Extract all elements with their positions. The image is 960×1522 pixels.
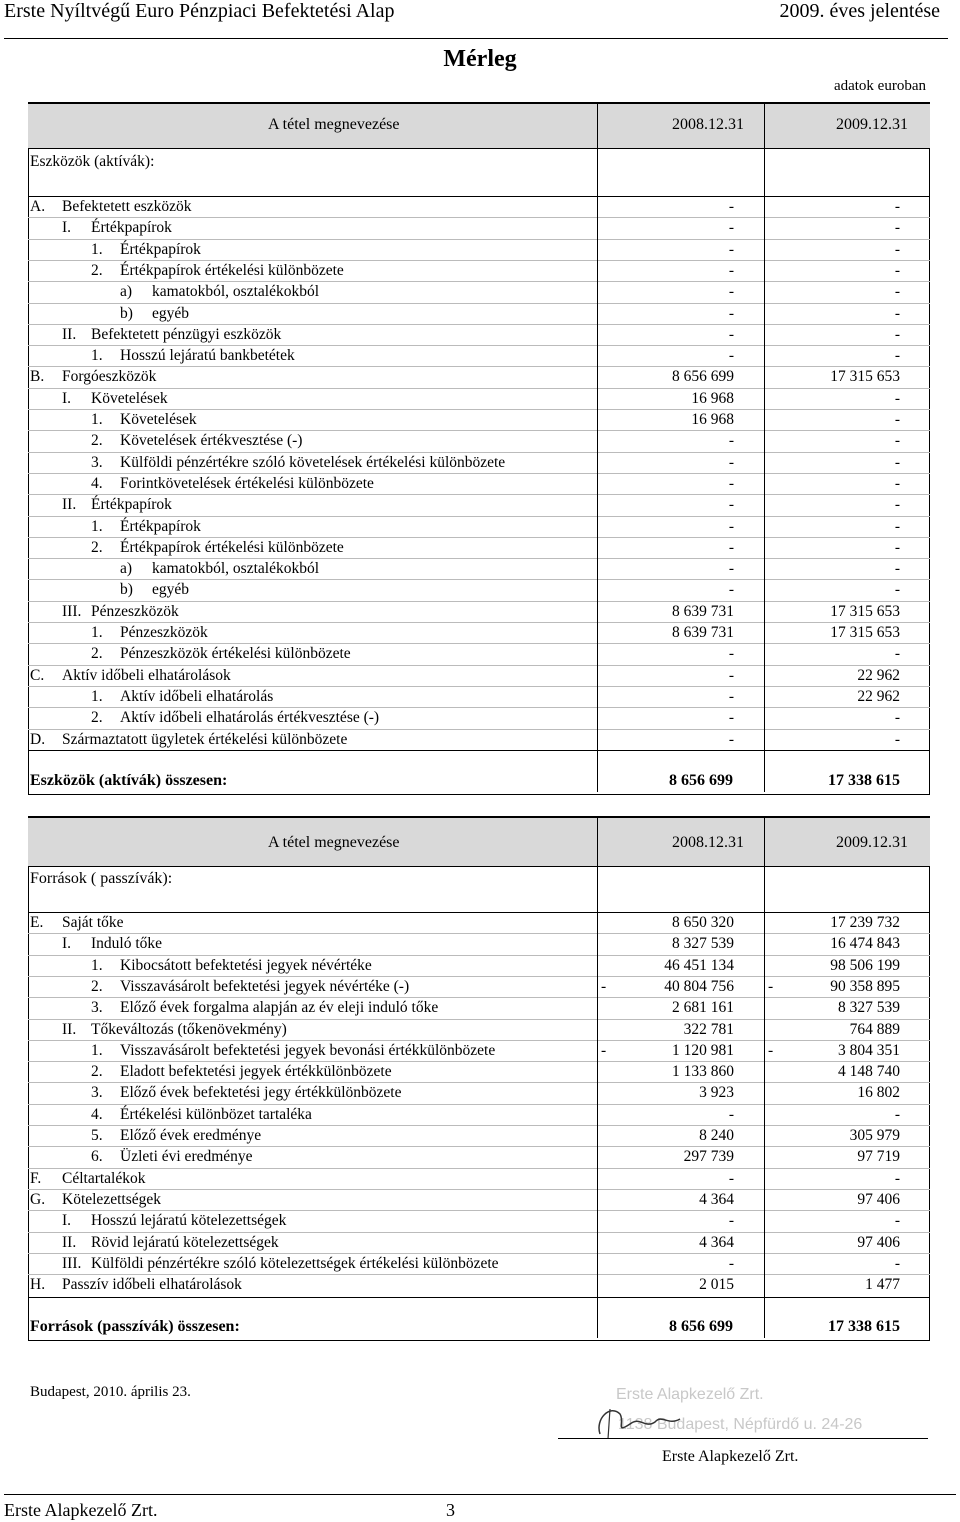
table-row — [28, 579, 930, 601]
row-label: Céltartalékok — [62, 1169, 146, 1187]
row-value-2008: 2 015 — [699, 1276, 734, 1294]
signature-line — [558, 1438, 928, 1439]
row-label: egyéb — [152, 581, 190, 599]
row-value-2008: 1 133 860 — [672, 1063, 734, 1081]
row-value-2009: 17 315 653 — [830, 368, 900, 386]
row-value-2009: - — [894, 347, 900, 365]
row-value-2009: 16 474 843 — [830, 935, 900, 953]
row-value-2009: 3 804 351 — [838, 1041, 900, 1059]
liabilities-total-2008: 8 656 699 — [669, 1318, 733, 1335]
row-value-2008: 16 968 — [691, 389, 734, 407]
row-level-3-marker: 5. — [91, 1127, 103, 1144]
table-row — [28, 976, 930, 998]
row-level-1-marker: E. — [30, 914, 44, 931]
table-row — [28, 430, 930, 452]
row-value-2008: - — [728, 581, 734, 599]
table-row — [28, 955, 930, 977]
report-year-label: 2009. éves jelentése — [779, 0, 940, 22]
row-value-2008: 8 240 — [699, 1127, 734, 1144]
table-row — [28, 409, 930, 431]
row-value-2008: - — [728, 1212, 734, 1230]
row-value-2009: 8 327 539 — [838, 999, 900, 1017]
row-level-3-marker: 1. — [91, 517, 103, 535]
row-value-2008: - — [728, 517, 734, 535]
table-row — [28, 1232, 930, 1254]
row-label: Külföldi pénzértékre szóló kötelezettségek értékelési különbözete — [91, 1254, 499, 1272]
row-value-2008: - — [728, 538, 734, 556]
row-label: Tőkeváltozás (tőkenövekmény) — [91, 1020, 287, 1038]
table-row — [28, 933, 930, 955]
row-value-2008: 46 451 134 — [664, 956, 734, 974]
table-row — [28, 665, 930, 687]
row-value-2008: 4 364 — [699, 1233, 734, 1251]
row-value-2009: - — [894, 1212, 900, 1230]
row-value-2009: - — [894, 1169, 900, 1187]
row-value-2008: 8 639 731 — [672, 624, 734, 641]
row-level-2-marker: II. — [62, 325, 77, 343]
column-header-2009: 2009.12.31 — [836, 116, 908, 133]
footer-divider — [4, 1494, 956, 1495]
table-row — [28, 1061, 930, 1083]
report-fund-name: Erste Nyíltvégű Euro Pénzpiaci Befektetési Alap — [4, 0, 395, 22]
assets-total-label: Eszközök (aktívák) összesen: — [30, 772, 228, 789]
table-row — [28, 452, 930, 474]
row-level-3-marker: b) — [120, 581, 133, 599]
row-level-3-marker: 4. — [91, 474, 103, 492]
row-value-2009: - — [894, 1105, 900, 1123]
table-row — [28, 1274, 930, 1296]
row-value-2009: - — [894, 1254, 900, 1272]
signatory-company: Erste Alapkezelő Zrt. — [662, 1448, 799, 1465]
row-value-2008: 8 650 320 — [672, 914, 734, 931]
row-value-2009: 1 477 — [865, 1276, 900, 1294]
row-value-2009: 97 719 — [857, 1148, 900, 1166]
table-row — [28, 686, 930, 708]
row-label: Kibocsátott befektetési jegyek névértéke — [120, 956, 372, 974]
row-level-1-marker: A. — [30, 198, 46, 215]
row-level-3-marker: 2. — [91, 709, 103, 727]
table-row — [28, 281, 930, 303]
row-level-2-marker: I. — [62, 389, 72, 407]
row-sign-2009: - — [768, 977, 774, 995]
row-value-2008: - — [728, 432, 734, 450]
row-label: Aktív időbeli elhatárolás értékvesztése (-) — [120, 709, 380, 727]
row-value-2008: - — [728, 687, 734, 705]
row-label: Saját tőke — [62, 914, 124, 931]
table-row — [28, 1253, 930, 1275]
row-value-2008: - — [728, 304, 734, 322]
row-level-3-marker: 3. — [91, 453, 103, 471]
row-value-2008: - — [728, 730, 734, 748]
row-level-1-marker: D. — [30, 730, 46, 748]
row-value-2008: 322 781 — [683, 1020, 734, 1038]
row-sign-2009: - — [768, 1041, 774, 1059]
row-level-3-marker: 6. — [91, 1148, 103, 1166]
row-value-2008: 3 923 — [699, 1084, 734, 1102]
column-header-name: A tétel megnevezése — [268, 116, 400, 133]
row-label: Befektetett eszközök — [62, 198, 192, 215]
row-label: Kötelezettségek — [62, 1190, 161, 1208]
row-label: Értékpapírok — [120, 240, 201, 258]
row-level-3-marker: 1. — [91, 240, 103, 258]
row-level-1-marker: G. — [30, 1190, 46, 1208]
column-header-2008: 2008.12.31 — [672, 834, 744, 851]
row-level-3-marker: 1. — [91, 687, 103, 705]
row-value-2009: - — [894, 496, 900, 514]
row-value-2008: - — [728, 283, 734, 301]
assets-total-2008: 8 656 699 — [669, 772, 733, 789]
row-value-2009: - — [894, 389, 900, 407]
row-value-2008: - — [728, 347, 734, 365]
table-row — [28, 1210, 930, 1232]
row-level-2-marker: II. — [62, 1233, 77, 1251]
row-value-2008: 16 968 — [691, 411, 734, 428]
row-level-1-marker: F. — [30, 1169, 42, 1187]
row-value-2008: - — [728, 1254, 734, 1272]
row-value-2008: - — [728, 645, 734, 663]
row-value-2009: - — [894, 283, 900, 301]
row-value-2008: - — [728, 474, 734, 492]
table-row — [28, 1082, 930, 1104]
row-value-2008: - — [728, 261, 734, 279]
row-value-2009: - — [894, 517, 900, 535]
row-label: Követelések — [120, 411, 197, 428]
row-value-2009: 97 406 — [857, 1190, 900, 1208]
row-level-3-marker: 1. — [91, 956, 103, 974]
row-label: Értékpapírok értékelési különbözete — [120, 261, 344, 279]
row-value-2009: 17 239 732 — [830, 914, 900, 931]
row-level-1-marker: B. — [30, 368, 45, 386]
row-value-2008: - — [728, 1105, 734, 1123]
row-level-3-marker: b) — [120, 304, 133, 322]
row-label: Induló tőke — [91, 935, 163, 953]
table-row — [28, 1104, 930, 1126]
table-row — [28, 558, 930, 580]
row-value-2009: - — [894, 730, 900, 748]
row-value-2009: - — [894, 538, 900, 556]
row-value-2009: - — [894, 304, 900, 322]
row-value-2008: 8 656 699 — [672, 368, 734, 386]
table-row — [28, 345, 930, 367]
row-value-2008: 8 639 731 — [672, 602, 734, 620]
row-label: Pénzeszközök — [120, 624, 208, 641]
row-level-2-marker: I. — [62, 935, 72, 953]
table-row — [28, 388, 930, 410]
row-label: Visszavásárolt befektetési jegyek névértéke (-) — [120, 977, 410, 995]
row-value-2009: 17 315 653 — [830, 602, 900, 620]
row-level-3-marker: 4. — [91, 1105, 103, 1123]
row-label: Értékelési különbözet tartaléka — [120, 1105, 312, 1123]
table-row — [28, 537, 930, 559]
table-row — [28, 1146, 930, 1168]
row-value-2009: - — [894, 411, 900, 428]
row-label: Előző évek eredménye — [120, 1127, 262, 1144]
row-level-3-marker: 2. — [91, 977, 103, 995]
row-label: kamatokból, osztalékokból — [152, 560, 320, 578]
table-row — [28, 1168, 930, 1190]
row-value-2009: - — [894, 560, 900, 578]
table-row — [28, 239, 930, 261]
row-level-1-marker: C. — [30, 666, 45, 684]
row-value-2009: 305 979 — [849, 1127, 900, 1144]
row-level-2-marker: I. — [62, 219, 72, 237]
row-label: Forgóeszközök — [62, 368, 157, 386]
row-level-3-marker: 2. — [91, 1063, 103, 1081]
table-row — [28, 366, 930, 388]
row-value-2009: 764 889 — [849, 1020, 900, 1038]
row-value-2009: 90 358 895 — [830, 977, 900, 995]
table-row — [28, 997, 930, 1019]
assets-heading: Eszközök (aktívák): — [30, 153, 155, 170]
row-level-3-marker: 3. — [91, 1084, 103, 1102]
row-value-2008: - — [728, 1169, 734, 1187]
stamp-line-company: Erste Alapkezelő Zrt. — [616, 1386, 764, 1403]
table-row — [28, 516, 930, 538]
row-value-2009: - — [894, 325, 900, 343]
row-value-2008: 40 804 756 — [664, 977, 734, 995]
row-value-2008: - — [728, 240, 734, 258]
row-label: Pénzeszközök — [91, 602, 179, 620]
row-value-2008: - — [728, 709, 734, 727]
row-value-2008: 297 739 — [683, 1148, 734, 1166]
row-level-3-marker: 2. — [91, 432, 103, 450]
row-label: Passzív időbeli elhatárolások — [62, 1276, 242, 1294]
row-label: Eladott befektetési jegyek értékkülönbözete — [120, 1063, 392, 1081]
stamp-line-address: 1138 Budapest, Népfürdő u. 24-26 — [618, 1416, 863, 1433]
column-divider — [764, 102, 765, 792]
assets-total-2009: 17 338 615 — [828, 772, 900, 789]
table-row — [28, 622, 930, 644]
table-row — [28, 324, 930, 346]
row-value-2008: - — [728, 496, 734, 514]
row-value-2009: - — [894, 474, 900, 492]
row-label: Előző évek forgalma alapján az év eleji induló tőke — [120, 999, 439, 1017]
table-row — [28, 707, 930, 729]
row-level-3-marker: a) — [120, 283, 133, 301]
row-level-2-marker: II. — [62, 496, 77, 514]
row-value-2009: - — [894, 709, 900, 727]
table-row — [28, 494, 930, 516]
row-value-2008: - — [728, 198, 734, 215]
row-value-2009: - — [894, 453, 900, 471]
column-divider — [764, 816, 765, 1338]
row-label: Értékpapírok — [91, 219, 172, 237]
row-value-2009: 98 506 199 — [830, 956, 900, 974]
row-label: Előző évek befektetési jegy értékkülönbözete — [120, 1084, 402, 1102]
row-label: egyéb — [152, 304, 190, 322]
unit-note: adatok euroban — [833, 78, 926, 94]
liabilities-total-divider — [28, 1297, 930, 1298]
place-and-date: Budapest, 2010. április 23. — [30, 1384, 191, 1400]
row-value-2009: - — [894, 240, 900, 258]
row-sign-2008: - — [601, 977, 607, 995]
row-level-3-marker: 1. — [91, 1041, 103, 1059]
liabilities-total-label: Források (passzívák) összesen: — [30, 1318, 240, 1335]
header-divider — [4, 38, 948, 39]
row-level-3-marker: 3. — [91, 999, 103, 1017]
row-label: Pénzeszközök értékelési különbözete — [120, 645, 351, 663]
row-label: Aktív időbeli elhatárolások — [62, 666, 231, 684]
row-value-2008: - — [728, 666, 734, 684]
table-row — [28, 217, 930, 239]
row-value-2008: - — [728, 453, 734, 471]
row-value-2009: 97 406 — [857, 1233, 900, 1251]
row-label: Befektetett pénzügyi eszközök — [91, 325, 282, 343]
row-value-2009: 17 315 653 — [830, 624, 900, 641]
liabilities-total-2009: 17 338 615 — [828, 1318, 900, 1335]
row-value-2009: 22 962 — [857, 666, 900, 684]
row-level-2-marker: II. — [62, 1020, 77, 1038]
row-value-2009: - — [894, 219, 900, 237]
column-header-2008: 2008.12.31 — [672, 116, 744, 133]
column-divider — [597, 816, 598, 1338]
row-level-2-marker: I. — [62, 1212, 72, 1230]
row-level-2-marker: III. — [62, 1254, 82, 1272]
table-row — [28, 1189, 930, 1211]
row-value-2009: 22 962 — [857, 687, 900, 705]
row-level-3-marker: 1. — [91, 624, 103, 641]
row-label: Értékpapírok — [120, 517, 201, 535]
table-row — [28, 1125, 930, 1147]
table-row — [28, 1019, 930, 1041]
row-label: Aktív időbeli elhatárolás — [120, 687, 274, 705]
row-label: Hosszú lejáratú bankbetétek — [120, 347, 295, 365]
row-value-2009: - — [894, 581, 900, 599]
table-row — [28, 1040, 930, 1062]
column-divider — [597, 102, 598, 792]
row-level-3-marker: a) — [120, 560, 133, 578]
row-sign-2008: - — [601, 1041, 607, 1059]
row-level-2-marker: III. — [62, 602, 82, 620]
row-label: Hosszú lejáratú kötelezettségek — [91, 1212, 287, 1230]
row-level-3-marker: 1. — [91, 347, 103, 365]
liabilities-heading: Források ( passzívák): — [30, 870, 173, 887]
row-label: Forintkövetelések értékelési különbözete — [120, 474, 374, 492]
assets-table-header — [28, 102, 930, 149]
row-value-2009: - — [894, 261, 900, 279]
column-header-name: A tétel megnevezése — [268, 834, 400, 851]
row-value-2008: 4 364 — [699, 1190, 734, 1208]
table-row — [28, 260, 930, 282]
row-level-1-marker: H. — [30, 1276, 46, 1294]
page-title: Mérleg — [443, 46, 517, 72]
row-value-2008: 8 327 539 — [672, 935, 734, 953]
page-number: 3 — [446, 1500, 455, 1520]
row-label: Értékpapírok — [91, 496, 172, 514]
table-row — [28, 473, 930, 495]
row-value-2009: 16 802 — [857, 1084, 900, 1102]
row-value-2009: - — [894, 198, 900, 215]
row-label: Visszavásárolt befektetési jegyek bevonási értékkülönbözete — [120, 1041, 496, 1059]
signature-image — [590, 1394, 700, 1444]
row-label: Külföldi pénzértékre szóló követelések értékelési különbözete — [120, 453, 506, 471]
row-label: Követelések — [91, 389, 168, 407]
row-level-3-marker: 2. — [91, 538, 103, 556]
row-value-2008: - — [728, 560, 734, 578]
row-label: kamatokból, osztalékokból — [152, 283, 320, 301]
table-row — [28, 729, 930, 751]
row-value-2008: - — [728, 325, 734, 343]
row-level-3-marker: 1. — [91, 411, 103, 428]
table-row — [28, 303, 930, 325]
row-value-2008: 1 120 981 — [672, 1041, 734, 1059]
footer-company: Erste Alapkezelő Zrt. — [4, 1500, 158, 1520]
column-header-2009: 2009.12.31 — [836, 834, 908, 851]
table-row — [28, 601, 930, 623]
row-label: Követelések értékvesztése (-) — [120, 432, 303, 450]
row-value-2008: 2 681 161 — [672, 999, 734, 1017]
table-row — [28, 643, 930, 665]
row-value-2009: 4 148 740 — [838, 1063, 900, 1081]
liabilities-table-header — [28, 816, 930, 867]
row-label: Rövid lejáratú kötelezettségek — [91, 1233, 279, 1251]
row-level-3-marker: 2. — [91, 645, 103, 663]
row-value-2009: - — [894, 432, 900, 450]
table-row — [28, 912, 930, 934]
row-value-2009: - — [894, 645, 900, 663]
assets-total-divider — [28, 750, 930, 751]
row-value-2008: - — [728, 219, 734, 237]
row-label: Üzleti évi eredménye — [120, 1148, 253, 1166]
table-row — [28, 196, 930, 218]
row-label: Származtatott ügyletek értékelési különbözete — [62, 730, 348, 748]
row-level-3-marker: 2. — [91, 261, 103, 279]
row-label: Értékpapírok értékelési különbözete — [120, 538, 344, 556]
